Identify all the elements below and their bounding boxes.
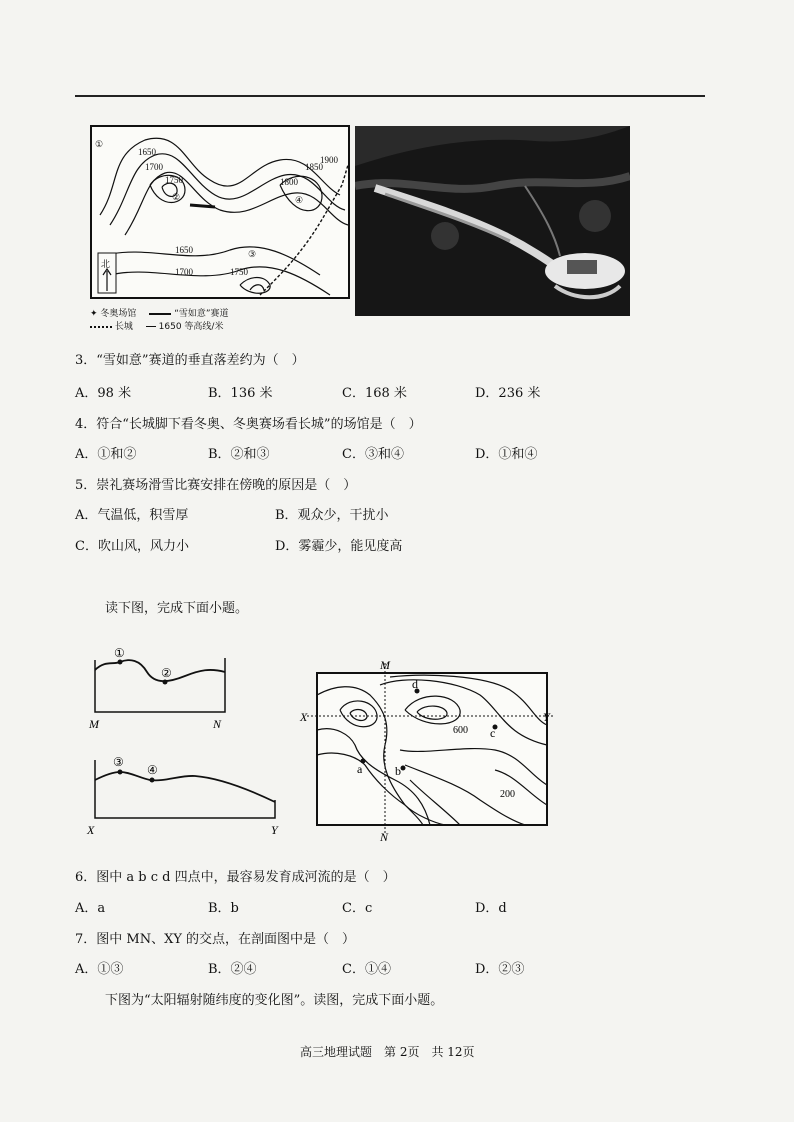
q4-stem: 4．符合“长城脚下看冬奥、冬奥赛场看长城”的场馆是（ ）: [75, 417, 422, 432]
q5-option-d[interactable]: D．雾霾少，能见度高: [275, 539, 403, 554]
map2-label-left: X: [300, 710, 308, 724]
point-c: c: [490, 726, 496, 740]
profile-point-1: ①: [114, 646, 125, 660]
ski-jump-photo: [355, 126, 630, 316]
contour-label: 1800: [280, 177, 298, 187]
q3-option-c[interactable]: C．168 米: [342, 386, 407, 401]
q4-option-a[interactable]: A．①和②: [75, 447, 137, 462]
map2-label-bottom: N: [380, 830, 389, 844]
q5-option-c[interactable]: C．吹山风，风力小: [75, 539, 189, 554]
profile-xy-right: Y: [271, 823, 278, 837]
page-footer: 高三地理试题 第 2页 共 12页: [300, 1045, 475, 1059]
profile-point-2: ②: [161, 666, 172, 680]
q7-option-b[interactable]: B．②④: [208, 962, 257, 977]
contour-label: 1650: [138, 147, 156, 157]
intro-2: 下图为“太阳辐射随纬度的变化图”。读图，完成下面小题。: [105, 993, 444, 1008]
contour-label: 1700: [145, 162, 163, 172]
contour-label: 1900: [320, 155, 338, 165]
venue-label-1: ①: [95, 139, 104, 149]
q6-option-c[interactable]: C．c: [342, 901, 373, 916]
legend-venue: 冬奥场馆: [100, 309, 137, 319]
profile-mn-right: N: [213, 717, 222, 730]
profile-xy: [85, 750, 285, 840]
q6-option-a[interactable]: A．a: [75, 901, 106, 916]
q4-option-b[interactable]: B．②和③: [208, 447, 270, 462]
venue-legend-icon: ✦: [90, 309, 98, 319]
contour-label-200: 200: [500, 789, 515, 800]
legend-track: “雪如意”赛道: [174, 309, 229, 319]
track-legend-icon: [149, 313, 171, 315]
q5-option-b[interactable]: B．观众少，干扰小: [275, 508, 389, 523]
contour-label: 1750: [165, 175, 183, 185]
q3-option-d[interactable]: D．236 米: [475, 386, 541, 401]
point-a: a: [357, 762, 363, 776]
profile-mn: [85, 640, 245, 730]
q3-option-a[interactable]: A．98 米: [75, 386, 132, 401]
q7-option-c[interactable]: C．①④: [342, 962, 391, 977]
contour-map-2: [295, 655, 560, 845]
point-d: d: [412, 677, 418, 691]
contour-label: 1700: [175, 267, 193, 277]
q7-option-d[interactable]: D．②③: [475, 962, 525, 977]
contour-label-600: 600: [453, 725, 468, 736]
profile-xy-left: X: [87, 823, 95, 837]
header-rule: [75, 95, 705, 97]
map2-label-top: M: [380, 658, 390, 672]
q6-stem: 6．图中 a b c d 四点中，最容易发育成河流的是（ ）: [75, 870, 396, 885]
q5-stem: 5．崇礼赛场滑雪比赛安排在傍晚的原因是（ ）: [75, 478, 357, 493]
profile-point-4: ④: [147, 763, 158, 777]
q6-option-d[interactable]: D．d: [475, 901, 507, 916]
north-label: 北: [101, 259, 111, 269]
venue-label-2: ②: [172, 192, 181, 202]
q5-option-a[interactable]: A．气温低，积雪厚: [75, 508, 189, 523]
legend-wall: 长城: [114, 322, 133, 332]
map2-label-right: Y: [543, 710, 550, 724]
legend-contour: 1650 等高线/米: [158, 322, 224, 332]
q4-option-d[interactable]: D．①和④: [475, 447, 538, 462]
map-legend: [90, 306, 229, 332]
point-b: b: [395, 764, 401, 778]
profile-mn-left: M: [89, 717, 99, 730]
q7-option-a[interactable]: A．①③: [75, 962, 124, 977]
contour-legend-icon: [146, 326, 156, 327]
contour-label: 1750: [230, 267, 248, 277]
venue-label-4: ④: [295, 195, 304, 205]
intro-1: 读下图，完成下面小题。: [105, 601, 249, 616]
contour-label: 1650: [175, 245, 193, 255]
wall-legend-icon: [90, 326, 112, 328]
venue-label-3: ③: [248, 249, 257, 259]
q6-option-b[interactable]: B．b: [208, 901, 239, 916]
q4-option-c[interactable]: C．③和④: [342, 447, 404, 462]
venue-contour-map: [90, 125, 352, 300]
profile-point-3: ③: [113, 755, 124, 769]
q3-stem: 3．“雪如意”赛道的垂直落差约为（ ）: [75, 353, 305, 368]
q3-option-b[interactable]: B．136 米: [208, 386, 273, 401]
contour-label: 1850: [305, 162, 323, 172]
q7-stem: 7．图中 MN、XY 的交点，在剖面图中是（ ）: [75, 932, 356, 947]
